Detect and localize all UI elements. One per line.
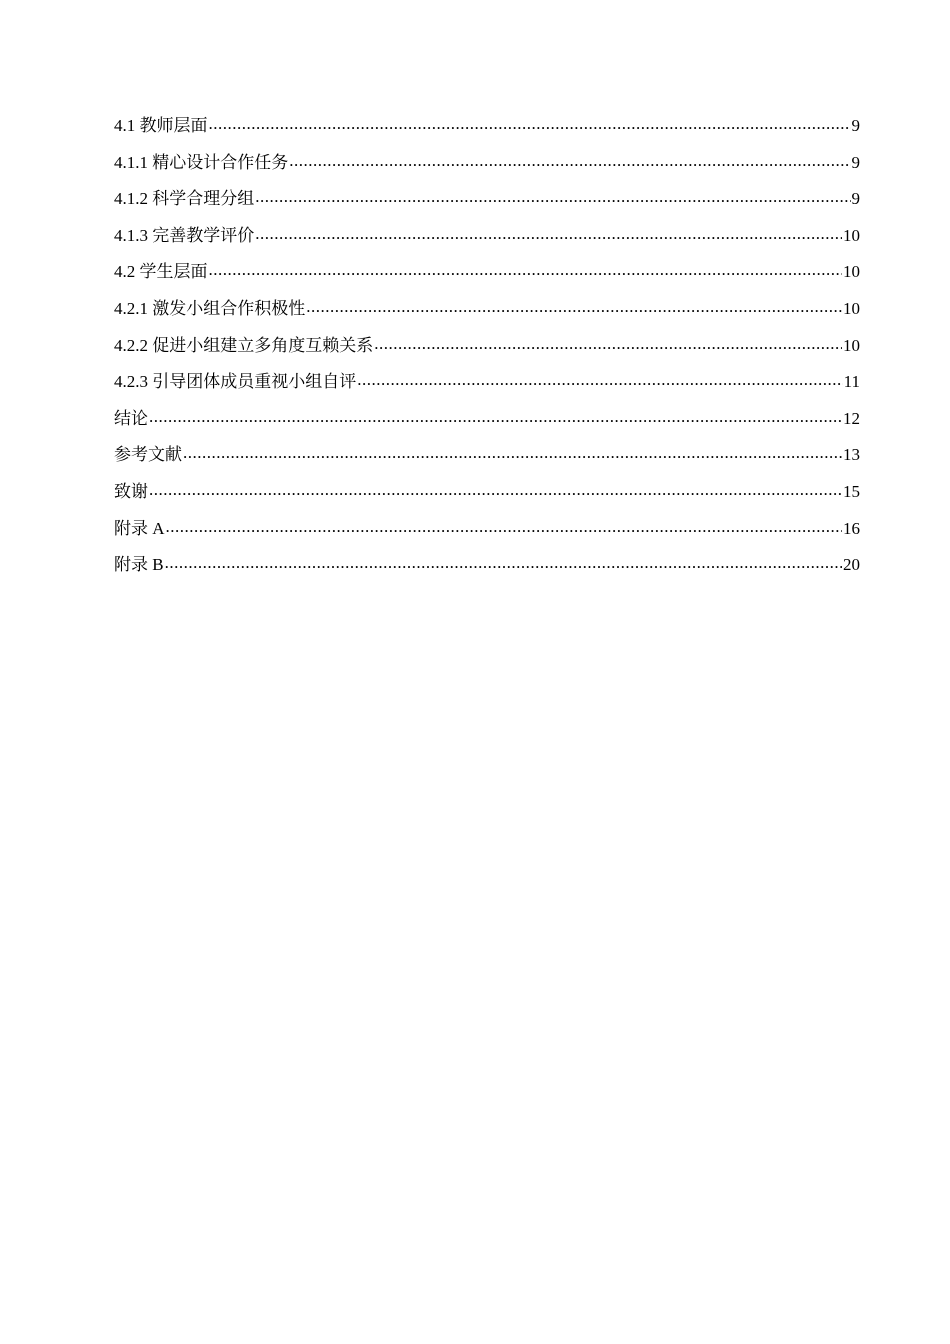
toc-dot-leader [357,362,842,399]
toc-page-number: 16 [843,518,860,538]
toc-entry-label: 4.1.2 科学合理分组 [114,189,255,209]
toc-page-number: 10 [843,335,860,355]
toc-page-number: 13 [843,445,860,465]
toc-dot-leader [289,143,850,180]
toc-page-number: 20 [843,555,860,575]
toc-dot-leader [149,472,842,509]
toc-page-number: 9 [851,152,860,172]
toc-entry-label: 4.2.1 激发小组合作积极性 [114,298,306,318]
toc-page-number: 9 [851,189,860,209]
toc-dot-leader [255,179,850,216]
toc-entry[interactable] [114,218,860,255]
toc-entry[interactable] [114,511,860,548]
toc-entry-label: 4.2.2 促进小组建立多角度互赖关系 [114,335,374,355]
toc-entry-label: 结论 [114,408,148,428]
toc-page-number: 9 [851,116,860,135]
toc-entry-label: 4.1.3 完善教学评价 [114,225,255,245]
toc-page-number: 10 [843,298,860,318]
toc-page-number: 10 [843,262,860,282]
toc-entry[interactable] [114,474,860,511]
toc-dot-leader [255,216,842,253]
toc-page-number: 11 [843,372,860,392]
table-of-contents [114,108,860,584]
toc-entry-label: 4.2.3 引导团体成员重视小组自评 [114,372,357,392]
toc-dot-leader [209,252,843,289]
toc-entry-label: 附录 B [114,555,164,575]
toc-entry[interactable] [114,181,860,218]
toc-page-number: 10 [843,225,860,245]
toc-dot-leader [374,326,842,363]
toc-dot-leader [165,545,842,582]
toc-entry[interactable] [114,401,860,438]
toc-entry[interactable] [114,108,860,145]
toc-entry-label: 附录 A [114,518,165,538]
toc-entry-label: 致谢 [114,481,148,501]
toc-dot-leader [166,509,842,546]
toc-dot-leader [149,399,842,436]
toc-dot-leader [306,289,842,326]
toc-entry[interactable] [114,437,860,474]
toc-entry[interactable] [114,364,860,401]
toc-entry[interactable] [114,547,860,584]
toc-entry[interactable] [114,328,860,365]
toc-entry-label: 4.1.1 精心设计合作任务 [114,152,289,172]
toc-entry-label: 参考文献 [114,445,182,465]
toc-page-number: 15 [843,481,860,501]
toc-dot-leader [183,435,842,472]
toc-entry[interactable] [114,254,860,291]
toc-dot-leader [209,106,851,143]
toc-entry[interactable] [114,145,860,182]
toc-page-number: 12 [843,408,860,428]
toc-entry-label: 4.1 教师层面 [114,116,208,135]
toc-entry-label: 4.2 学生层面 [114,262,208,282]
toc-entry[interactable] [114,291,860,328]
